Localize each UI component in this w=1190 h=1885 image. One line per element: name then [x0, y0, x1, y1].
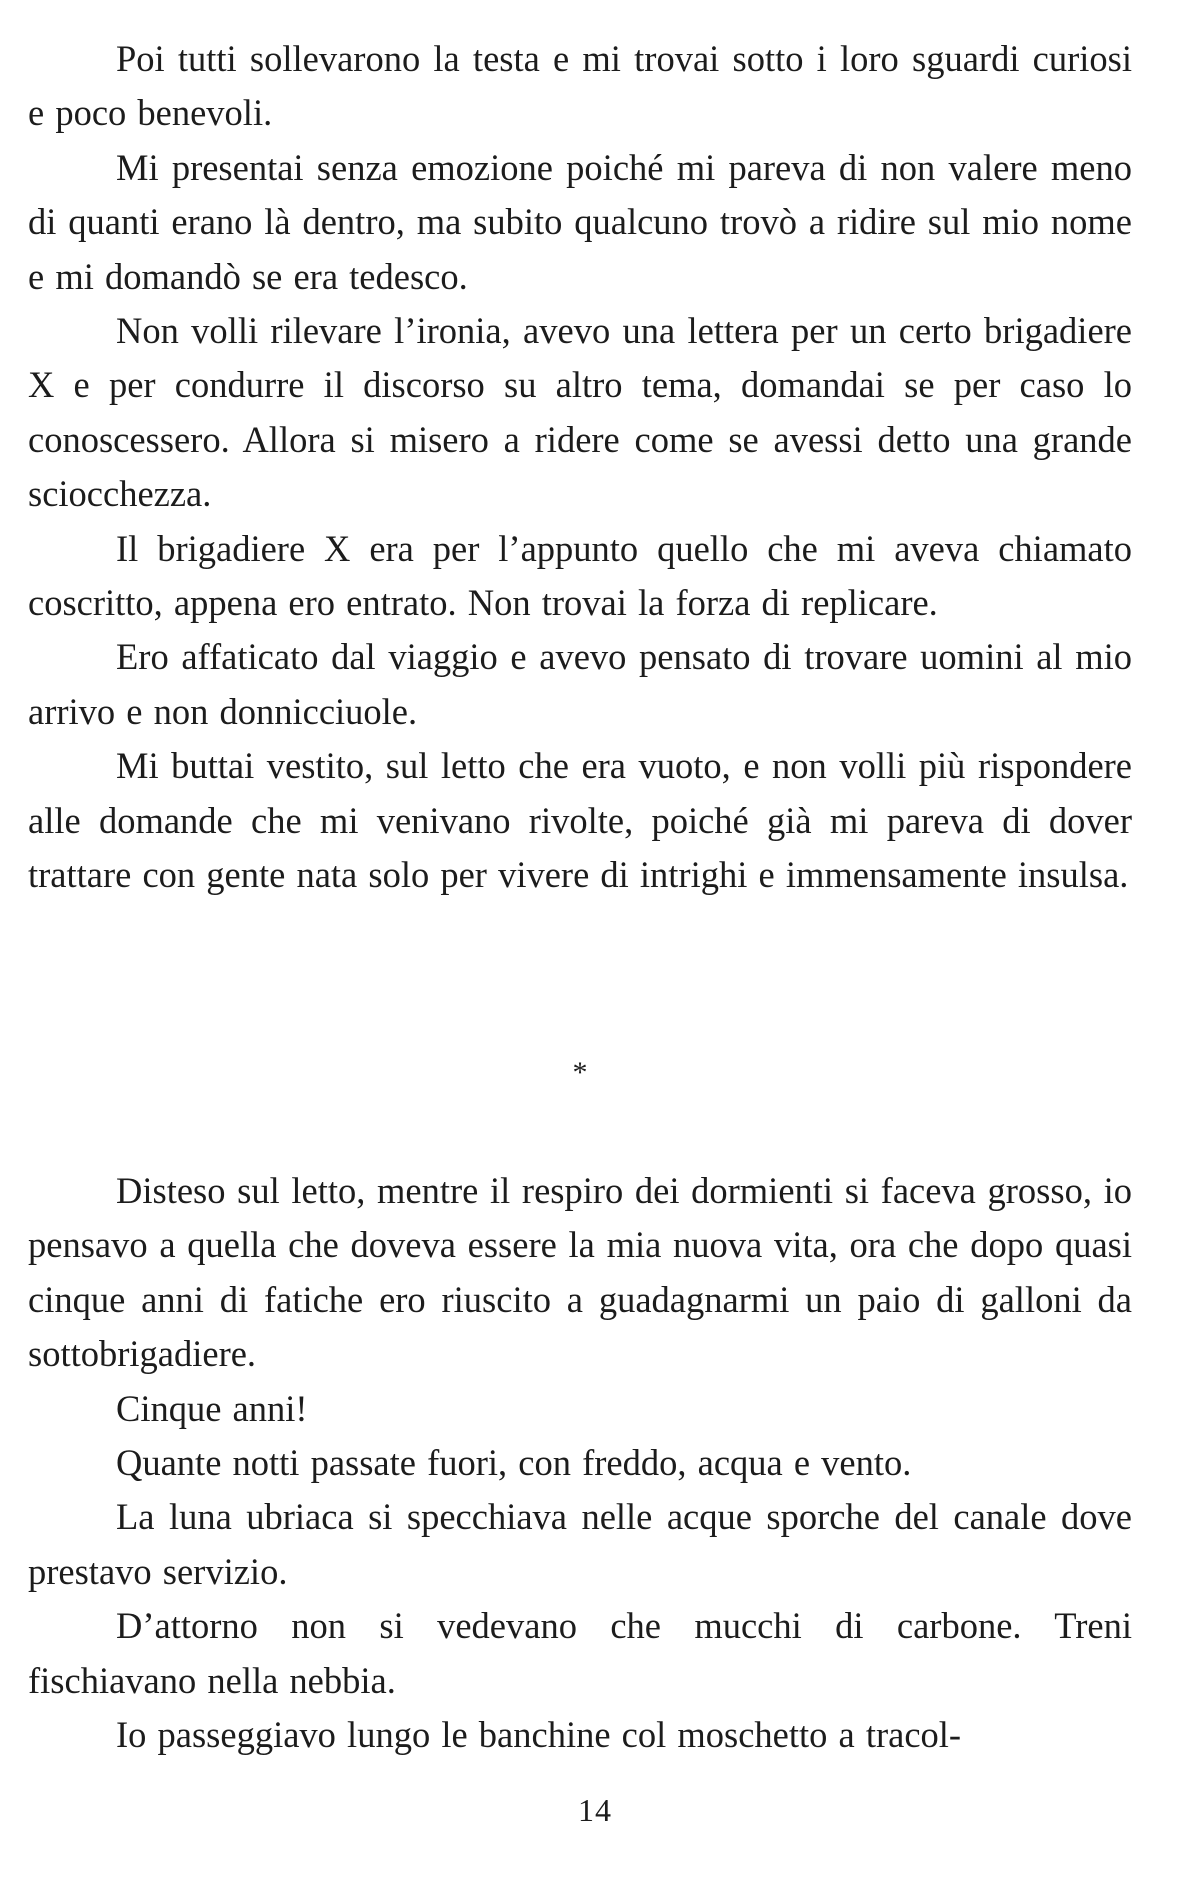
text-block-bottom: [28, 1164, 1132, 1762]
section-separator: *: [572, 1056, 588, 1089]
paragraph: Disteso sul letto, mentre il respiro dei dormienti si faceva grosso, io pensavo a quella che doveva essere la mia nuova vita, ora che dopo quasi cinque anni di fatiche ero riuscito a guadagnarmi un paio di galloni da sottobrigadiere.: [28, 1170, 1132, 1375]
paragraph: La luna ubriaca si specchiava nelle acque sporche del canale dove prestavo servizio.: [28, 1496, 1132, 1592]
paragraph: Il brigadiere X era per l’appunto quello che mi aveva chiamato coscritto, appena ero entrato. Non trovai la forza di replicare.: [28, 527, 1132, 624]
paragraph: Quante notti passate fuori, con freddo, acqua e vento.: [116, 1442, 912, 1484]
text-block-top: [28, 32, 1132, 903]
paragraph: Cinque anni!: [116, 1387, 308, 1429]
paragraph: Non volli rilevare l’ironia, avevo una lettera per un certo brigadiere X e per condurre il discorso su altro tema, domandai se per caso lo conoscessero. Allora si misero a ridere come se avessi detto una grande sciocchezza.: [28, 310, 1132, 515]
paragraph: Ero affaticato dal viaggio e avevo pensato di trovare uomini al mio arrivo e non donnicciuole.: [28, 636, 1132, 732]
paragraph: D’attorno non si vedevano che mucchi di carbone. Treni fischiavano nella nebbia.: [28, 1605, 1132, 1701]
paragraph: Mi buttai vestito, sul letto che era vuoto, e non volli più rispondere alle domande che mi venivano rivolte, poiché già mi pareva di dover trattare con gente nata solo per vivere di intrighi e immensamente insulsa.: [28, 745, 1132, 896]
paragraph: Poi tutti sollevarono la testa e mi trovai sotto i loro sguardi curiosi e poco benevoli.: [28, 38, 1132, 134]
page-number: 14: [578, 1792, 612, 1828]
paragraph: Mi presentai senza emozione poiché mi pareva di non valere meno di quanti erano là dentro, ma subito qualcuno trovò a ridire sul mio nome e mi domandò se era tedesco.: [28, 146, 1132, 297]
paragraph: Io passeggiavo lungo le banchine col moschetto a tracol-: [116, 1714, 962, 1756]
